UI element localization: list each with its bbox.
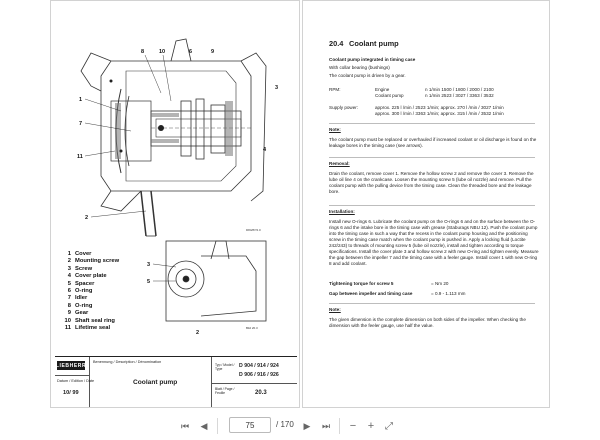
legend-row: 3 Screw [67, 265, 93, 272]
divider [329, 123, 535, 124]
callout-7: 7 [79, 121, 83, 127]
gear-driven-line: The coolant pump is driven by a gear. [329, 73, 406, 78]
first-page-button[interactable] [178, 418, 192, 434]
page-number-input[interactable] [229, 417, 271, 433]
supply-line-2: approx. 300 l /min / 3363 1/min; approx. 315 l /min / 3532 1/min [375, 111, 504, 116]
gap-label: Gap between impeller and timing case [329, 291, 413, 296]
callout-3: 3 [275, 85, 279, 91]
gap-value: = 0.9 - 1.113 mm [431, 291, 466, 296]
toolbar-separator [217, 418, 218, 434]
sheet-label: Blatt / Page / Feuille [215, 387, 235, 395]
rpm-rows-values [425, 87, 494, 99]
type-value-2: D 906 / 916 / 926 [239, 372, 279, 378]
last-page-button[interactable] [319, 418, 333, 434]
legend-row: 5 Spacer [67, 280, 95, 287]
callout-10: 10 [159, 49, 166, 55]
type-value-1: D 904 / 914 / 924 [239, 363, 279, 369]
callout-11: 11 [77, 154, 83, 160]
callout-6: 6 [189, 49, 193, 55]
rpm-engine-label: Engine [375, 87, 390, 92]
legend-row: 7 Idler [67, 295, 88, 302]
callout-2-detail: 2 [196, 330, 200, 336]
parts-legend [57, 251, 119, 332]
rpm-engine-values: n 1/min 1500 / 1800 / 2000 / 2100 [425, 87, 494, 92]
description-label: Benennung / Description / Dénomination [93, 360, 162, 364]
rpm-rows-label [375, 87, 404, 99]
note-heading: Note: [329, 127, 341, 132]
installation-heading: Installation: [329, 209, 355, 214]
viewer-toolbar [0, 412, 600, 440]
supply-line-1: approx. 225 l /min / 2523 1/min; approx. 270 l /min / 3027 1/min [375, 105, 504, 110]
torque-value: = Nm 20 [431, 281, 449, 286]
callout-4: 4 [263, 147, 267, 153]
note2-heading: Note: [329, 307, 341, 312]
removal-heading: Removal: [329, 161, 350, 166]
liebherr-logo: LIEBHERR [55, 362, 87, 369]
legend-row: 2 Mounting screw [67, 258, 120, 265]
edition-date: 10/ 99 [63, 390, 79, 396]
zoom-in-icon: + [367, 420, 375, 432]
toolbar-separator [339, 418, 340, 434]
subtitle: Coolant pump integrated in timing case [329, 57, 416, 62]
legend-row: 10 Shaft seal ring [64, 317, 115, 324]
collar-bearing-line: With collar bearing (bushings) [329, 65, 390, 70]
section-title-text: Coolant pump [349, 39, 399, 48]
legend-row: 4 Cover plate [67, 273, 107, 280]
rpm-label: RPM: [329, 87, 341, 92]
drawing-note-bottom: Bild 20.3 [246, 326, 258, 330]
callout-2: 2 [85, 215, 89, 221]
callout-9: 9 [211, 49, 215, 55]
title-block-divider [211, 383, 297, 384]
description-value: Coolant pump [133, 379, 178, 386]
previous-page-icon: ◀ [200, 420, 208, 431]
last-page-icon: ⏭ [321, 420, 331, 431]
fit-page-icon: ⤢ [385, 420, 393, 432]
date-label: Datum / Edition / Date [57, 379, 95, 383]
zoom-out-button[interactable] [346, 418, 360, 434]
drawing-note-top: D84/87/2.0 [246, 228, 261, 232]
callout-5: 5 [147, 279, 151, 285]
zoom-in-button[interactable] [364, 418, 378, 434]
next-page-button[interactable] [300, 418, 314, 434]
rpm-pump-values: n 1/min 2523 / 3027 / 3363 / 3532 [425, 93, 494, 98]
removal-text: Drain the coolant, remove cover 1. Remove the hollow screw 2 and remove the cover 3. Remove the lube oil line 4 on the crankcase. Loosen the mounting screw 5 (lube oil nozzle) and remove. Pull the coolant pump with the pulling device from the timing case. Clean the threaded bore and the leakage bore. [329, 171, 534, 194]
fit-page-button[interactable] [382, 418, 396, 434]
legend-row: 1 Cover [67, 251, 92, 257]
page-left [50, 0, 300, 408]
rpm-pump-label: Coolant pump [375, 93, 404, 98]
title-block-divider [55, 375, 89, 376]
note2-text: The given dimension is the complete dimension on both sides of the impeller. When checking the dimension with the feeler gauge, use half the value. [329, 317, 526, 328]
page-right [302, 0, 550, 408]
section-number: 20.4 [329, 39, 344, 48]
section-title [329, 39, 399, 48]
divider [329, 303, 535, 304]
page-right-content [303, 1, 550, 408]
torque-label: Tightening torque for screw 5 [329, 281, 394, 286]
divider [329, 205, 535, 206]
zoom-out-icon: − [349, 420, 357, 432]
legend-row: 8 O-ring [67, 302, 93, 309]
supply-power-label: Supply power: [329, 105, 359, 110]
callout-1: 1 [79, 97, 83, 103]
type-label: Typ / Model / Type [215, 363, 235, 371]
callout-8: 8 [141, 49, 145, 55]
legend-row: 6 O-ring [67, 288, 93, 295]
legend-row: 9 Gear [67, 310, 89, 317]
supply-power-values [375, 105, 504, 117]
first-page-icon: ⏮ [180, 420, 190, 431]
sheet-number: 20.3 [255, 390, 267, 396]
next-page-icon: ▶ [303, 420, 311, 431]
callout-3-detail: 3 [147, 262, 151, 268]
title-block [55, 356, 297, 408]
note-text: The coolant pump must be replaced or overhauled if increased coolant or oil discharge is found on the leakage bores in the timing case (see arrows). [329, 137, 537, 148]
installation-text: Install new O-rings 6. Lubricate the coolant pump on the O-rings 6 and on the surface between the O-rings 6 and the intake bore in the timing case with grease (Staburags NBU 12). Push the coolant pump into the timing case in such a way that the recess in the coolant pump housing and the positioning screw in the timing case match when the coolant pump is pushed in. Apply a locking fluid (Loctite 242/243) to threads of mounting screw 5 (lube oil nozzle), install and tighten according to torque specifications. Install the cover plate 3 and hollow screw 2 with new O-ring and tighten evenly. Measure the gap between the impeller 7 and the timing case with a feeler gauge. Install cover 1 with new O-ring 8 and add coolant. [329, 219, 539, 266]
divider [329, 157, 535, 158]
previous-page-button[interactable] [197, 418, 211, 434]
total-pages: / 170 [276, 420, 294, 429]
legend-row: 11 Lifetime seal [64, 325, 111, 332]
